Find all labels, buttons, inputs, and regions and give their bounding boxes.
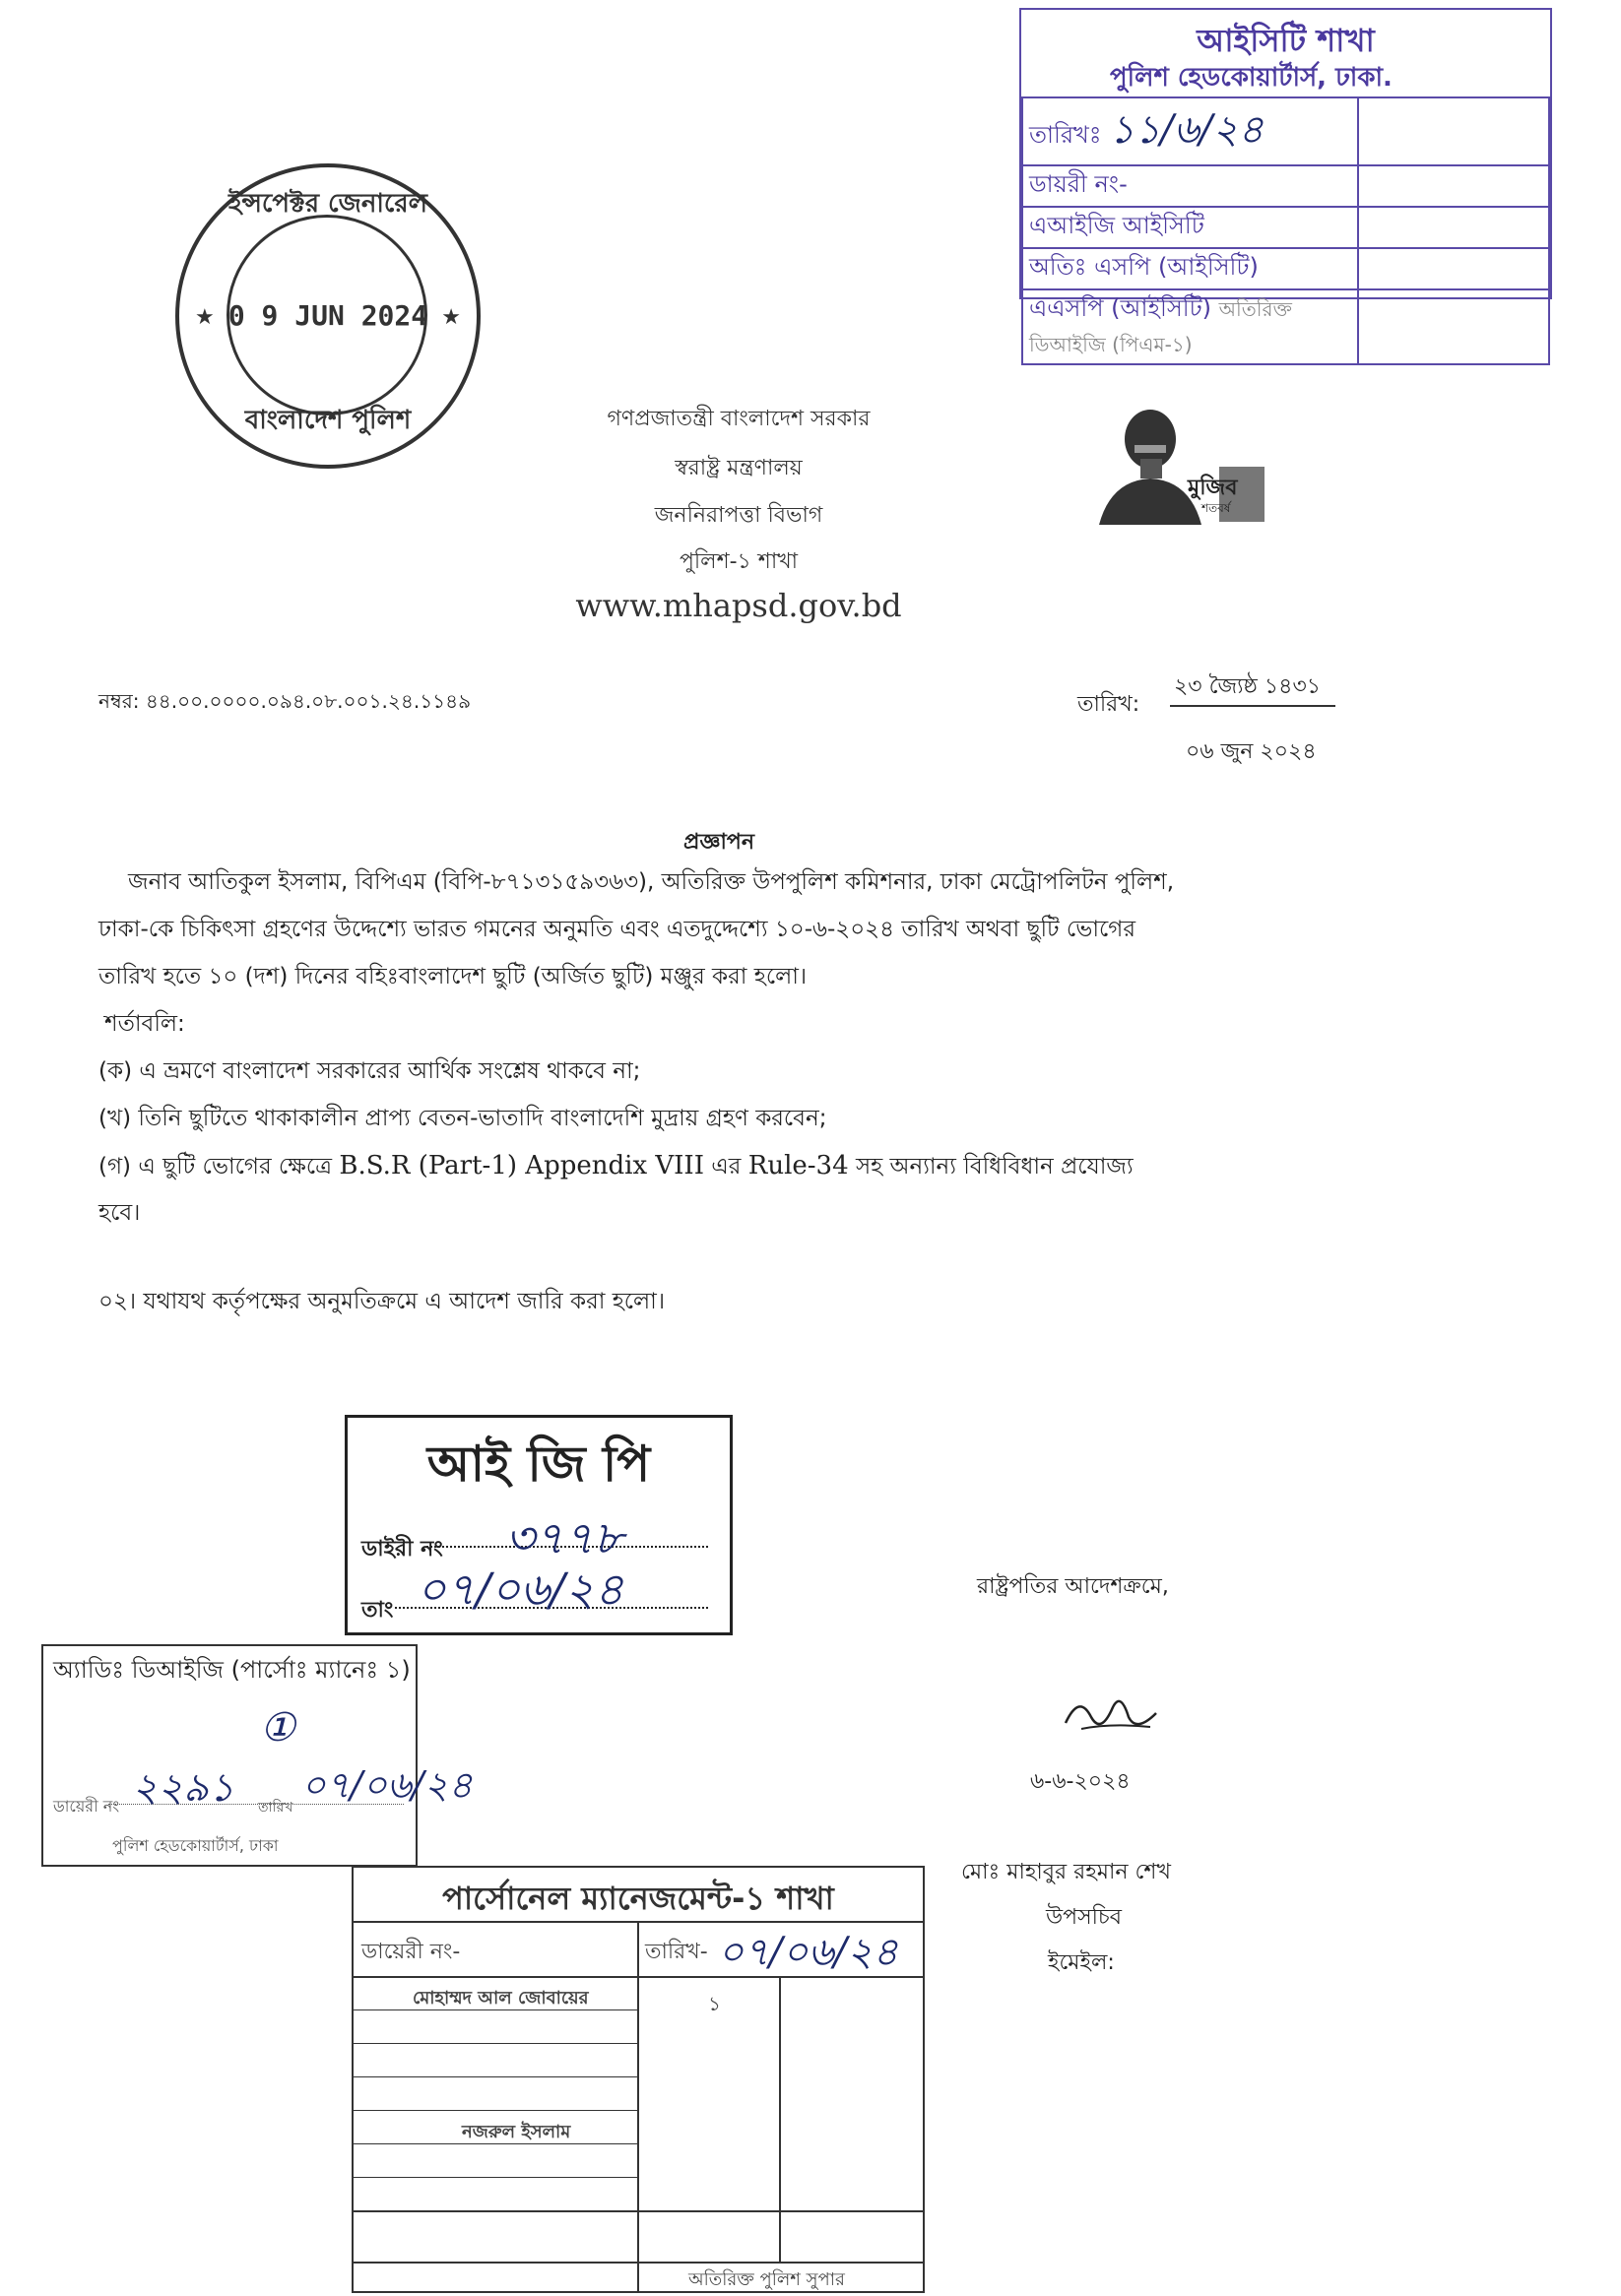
pm-stamp-title: পার্সোনেল ম্যানেজমেন্ট-১ শাখা <box>442 1880 834 1917</box>
condition-b: (খ) তিনি ছুটিতে থাকাকালীন প্রাপ্য বেতন-ভাতাদি বাংলাদেশি মুদ্রায় গ্রহণ করবেন; <box>98 1106 827 1131</box>
igp-stamp-title: আই জি পি <box>426 1435 651 1493</box>
pm-entry-mark: ১ <box>708 1992 721 2015</box>
body-para1-line2: ঢাকা-কে চিকিৎসা গ্রহণের উদ্দেশ্যে ভারত গমনের অনুমতি এবং এতদুদ্দেশ্যে ১০-৬-২০২৪ তারিখ অথবা ছুটি ভোগের <box>98 917 1136 942</box>
condition-c-rule-number: Rule-34 <box>747 1151 849 1180</box>
ict-row-label: অতিঃ এসপি (আইসিটি) <box>1022 248 1358 289</box>
condition-c: (গ) এ ছুটি ভোগের ক্ষেত্রে B.S.R (Part-1) Appendix VIII এর Rule-34 সহ অন্যান্য বিধিবিধান প্রযোজ্য <box>98 1151 1134 1180</box>
seal-top-text: ইন্সপেক্টর জেনারেল <box>227 189 428 219</box>
condition-c-rule-ref: B.S.R (Part-1) Appendix VIII <box>339 1151 704 1180</box>
logo-subtext: শতবর্ষ <box>1201 501 1231 515</box>
condition-a: (ক) এ ভ্রমণে বাংলাদেশ সরকারের আর্থিক সংশ্লেষ থাকবে না; <box>98 1058 641 1084</box>
seal-star-icon: ★ <box>195 305 215 330</box>
body-para1-line3: তারিখ হতে ১০ (দশ) দিনের বহিঃবাংলাদেশ ছুটি (অর্জিত ছুটি) মঞ্জুর করা হলো। <box>98 964 808 989</box>
dig-diary-label: ডায়েরী নং <box>53 1797 120 1816</box>
igp-date: ০৭/০৬/২৪ <box>417 1563 624 1616</box>
seal-bottom-text: বাংলাদেশ পুলিশ <box>244 406 412 435</box>
date-divider-line <box>1170 705 1335 707</box>
ict-row-label: এআইজি আইসিটি <box>1022 207 1358 248</box>
pm-diary-label: ডায়েরী নং- <box>361 1940 461 1964</box>
signature-date: ৬-৬-২০২৪ <box>1030 1769 1131 1794</box>
body-para1-line1: জনাব আতিকুল ইসলাম, বিপিএম (বিপি-৮৭১৩১৫৯৩৬৩), অতিরিক্ত উপপুলিশ কমিশনার, ঢাকা মেট্রোপলিটন পুলিশ, <box>128 869 1175 895</box>
ict-row <box>1022 289 1549 364</box>
ict-stamp-subtitle: পুলিশ হেডকোয়ার্টার্স, ঢাকা. <box>1110 63 1393 93</box>
mujib-centenary-logo <box>1091 402 1268 525</box>
ict-stamp-table <box>1021 96 1550 365</box>
ict-row-label: ডায়রী নং- <box>1022 165 1358 207</box>
dig-stamp-title: অ্যাডিঃ ডিআইজি (পার্সোঃ ম্যানেঃ ১) <box>53 1656 411 1684</box>
logo-text: মুজিব <box>1188 476 1238 500</box>
igp-date-label: তাং <box>361 1598 394 1623</box>
ict-row <box>1022 207 1549 248</box>
ict-overprint-text: অতিরিক্ত ডিআইজি (পিএম-১) <box>1029 297 1292 356</box>
conditions-title: শর্তাবলি: <box>104 1011 185 1037</box>
pm-name-row: মোহাম্মদ আল জোবায়ের <box>413 1988 589 2009</box>
pm-date-label: তারিখ- <box>645 1940 708 1964</box>
seal-star-icon: ★ <box>441 305 461 330</box>
ict-stamp-title: আইসিটি শাখা <box>1197 22 1375 59</box>
pm-stamp-footer: অতিরিক্ত পুলিশ সুপার <box>688 2269 845 2290</box>
signatory-name: মোঃ মাহাবুর রহমান শেখ <box>961 1860 1171 1884</box>
ict-date-handwritten: ১১/৬/২৪ <box>1109 107 1264 153</box>
by-order-of-president: রাষ্ট্রপতির আদেশক্রমে, <box>977 1574 1169 1599</box>
condition-c-line2: হবে। <box>98 1200 141 1226</box>
header-government: গণপ্রজাতন্ত্রী বাংলাদেশ সরকার <box>607 407 871 431</box>
signatory-email-label: ইমেইল: <box>1048 1950 1115 1975</box>
dig-diary-number: ২২৯১ <box>132 1765 234 1811</box>
notification-heading: প্রজ্ঞাপন <box>683 830 754 855</box>
dig-date-label: তারিখ <box>258 1800 293 1816</box>
signature-scribble <box>1062 1684 1160 1743</box>
memo-number: নম্বর: ৪৪.০০.০০০০.০৯৪.০৮.০০১.২৪.১১৪৯ <box>98 689 472 713</box>
igp-diary-label: ডাইরী নং <box>361 1537 443 1562</box>
igp-diary-number: ৩৭৭৮ <box>505 1511 623 1564</box>
igp-diary-stamp <box>345 1415 733 1635</box>
header-division: জননিরাপত্তা বিভাগ <box>654 503 823 528</box>
date-bengali-calendar: ২৩ জ্যৈষ্ঠ ১৪৩১ <box>1174 674 1322 699</box>
header-ministry: স্বরাষ্ট্র মন্ত্রণালয় <box>675 456 803 480</box>
ict-row <box>1022 248 1549 289</box>
ict-row <box>1022 165 1549 207</box>
personnel-management-stamp <box>352 1866 925 2293</box>
ict-row-label: তারিখঃ ১১/৬/২৪ <box>1022 97 1358 165</box>
date-gregorian: ০৬ জুন ২০২৪ <box>1186 739 1317 764</box>
ict-row <box>1022 97 1549 165</box>
ict-branch-stamp <box>1019 8 1552 356</box>
body-para2: ০২। যথাযথ কর্তৃপক্ষের অনুমতিক্রমে এ আদেশ জারি করা হলো। <box>98 1289 666 1314</box>
addl-dig-stamp <box>41 1644 473 1867</box>
signatory-designation: উপসচিব <box>1046 1905 1123 1930</box>
pm-date: ০৭/০৬/২৪ <box>718 1930 898 1975</box>
header-branch: পুলিশ-১ শাখা <box>679 549 799 574</box>
ict-row-label: এএসপি (আইসিটি) অতিরিক্ত ডিআইজি (পিএম-১) <box>1022 289 1358 364</box>
dig-stamp-footer: পুলিশ হেডকোয়ার্টার্স, ঢাকা <box>112 1836 279 1855</box>
pm-name-row: নজরুল ইসলাম <box>462 2122 571 2142</box>
date-label: তারিখ: <box>1077 692 1140 717</box>
seal-date: 0 9 JUN 2024 <box>227 299 428 332</box>
header-website: www.mhapsd.gov.bd <box>575 587 902 624</box>
dig-mark: ① <box>260 1705 295 1751</box>
dig-date: ০৭/০৬/২৪ <box>301 1763 473 1807</box>
